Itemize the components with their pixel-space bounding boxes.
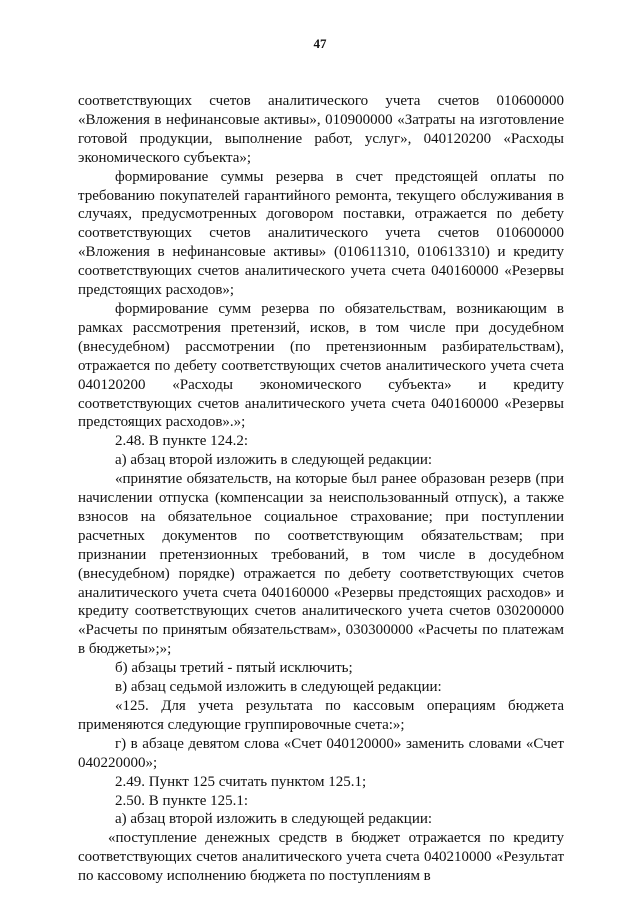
paragraph: формирование сумм резерва по обязательствам, возникающим в рамках рассмотрения претензий, исков, в том числе при досудебном (внесудебном) рассмотрении (по претензионным разбирательствам), отражается по дебету соответствующих счетов аналитического учета счета 040120200 «Расходы экономического субъекта» и кредиту соответствующих счетов аналитического учета счета 040160000 «Резервы предстоящих расходов».»; xyxy=(78,300,564,431)
paragraph: «поступление денежных средств в бюджет отражается по кредиту соответствующих счетов аналитического учета счета 040210000 «Результат по кассовому исполнению бюджета по поступлениям в xyxy=(78,830,564,885)
paragraph: «125. Для учета результата по кассовым операциям бюджета применяются следующие группировочные счета:»; xyxy=(78,698,564,733)
paragraph: в) абзац седьмой изложить в следующей редакции: xyxy=(115,679,442,696)
paragraph: 2.50. В пункте 125.1: xyxy=(115,792,249,809)
document-body xyxy=(78,92,564,886)
page-number: 47 xyxy=(313,36,327,51)
paragraph: а) абзац второй изложить в следующей редакции: xyxy=(115,811,433,828)
paragraph: а) абзац второй изложить в следующей редакции: xyxy=(115,452,433,469)
paragraph: «принятие обязательств, на которые был ранее образован резерв (при начислении отпуска (компенсации за неиспользованный отпуск), а также взносов на обязательное социальное страхование; при поступлении расчетных документов по соответствующим обязательствам; при признании претензионных требований, в том числе в досудебном (внесудебном) порядке) отражается по дебету соответствующих счетов аналитического учета счета 040160000 «Резервы предстоящих расходов» и кредиту соответствующих счетов аналитического учета счетов 030200000 «Расчеты по принятым обязательствам», 030300000 «Расчеты по платежам в бюджеты»;»; xyxy=(78,471,564,658)
paragraph: г) в абзаце девятом слова «Счет 040120000» заменить словами «Счет 040220000»; xyxy=(78,735,564,771)
paragraph: 2.49. Пункт 125 считать пунктом 125.1; xyxy=(115,773,367,790)
paragraph: соответствующих счетов аналитического учета счетов 010600000 «Вложения в нефинансовые активы», 010900000 «Затраты на изготовление готовой продукции, выполнение работ, услуг», 040120200 «Расходы экономического субъекта»; xyxy=(78,93,564,166)
paragraph: 2.48. В пункте 124.2: xyxy=(115,433,249,450)
paragraph: б) абзацы третий - пятый исключить; xyxy=(115,660,353,677)
paragraph: формирование суммы резерва в счет предстоящей оплаты по требованию покупателей гарантийного ремонта, текущего обслуживания в случаях, предусмотренных договором поставки, отражается по дебету соответствующих счетов аналитического учета счетов 010600000 «Вложения в нефинансовые активы» (010611310, 010613310) и кредиту соответствующих счетов аналитического учета счета 040160000 «Резервы предстоящих расходов»; xyxy=(78,168,564,299)
